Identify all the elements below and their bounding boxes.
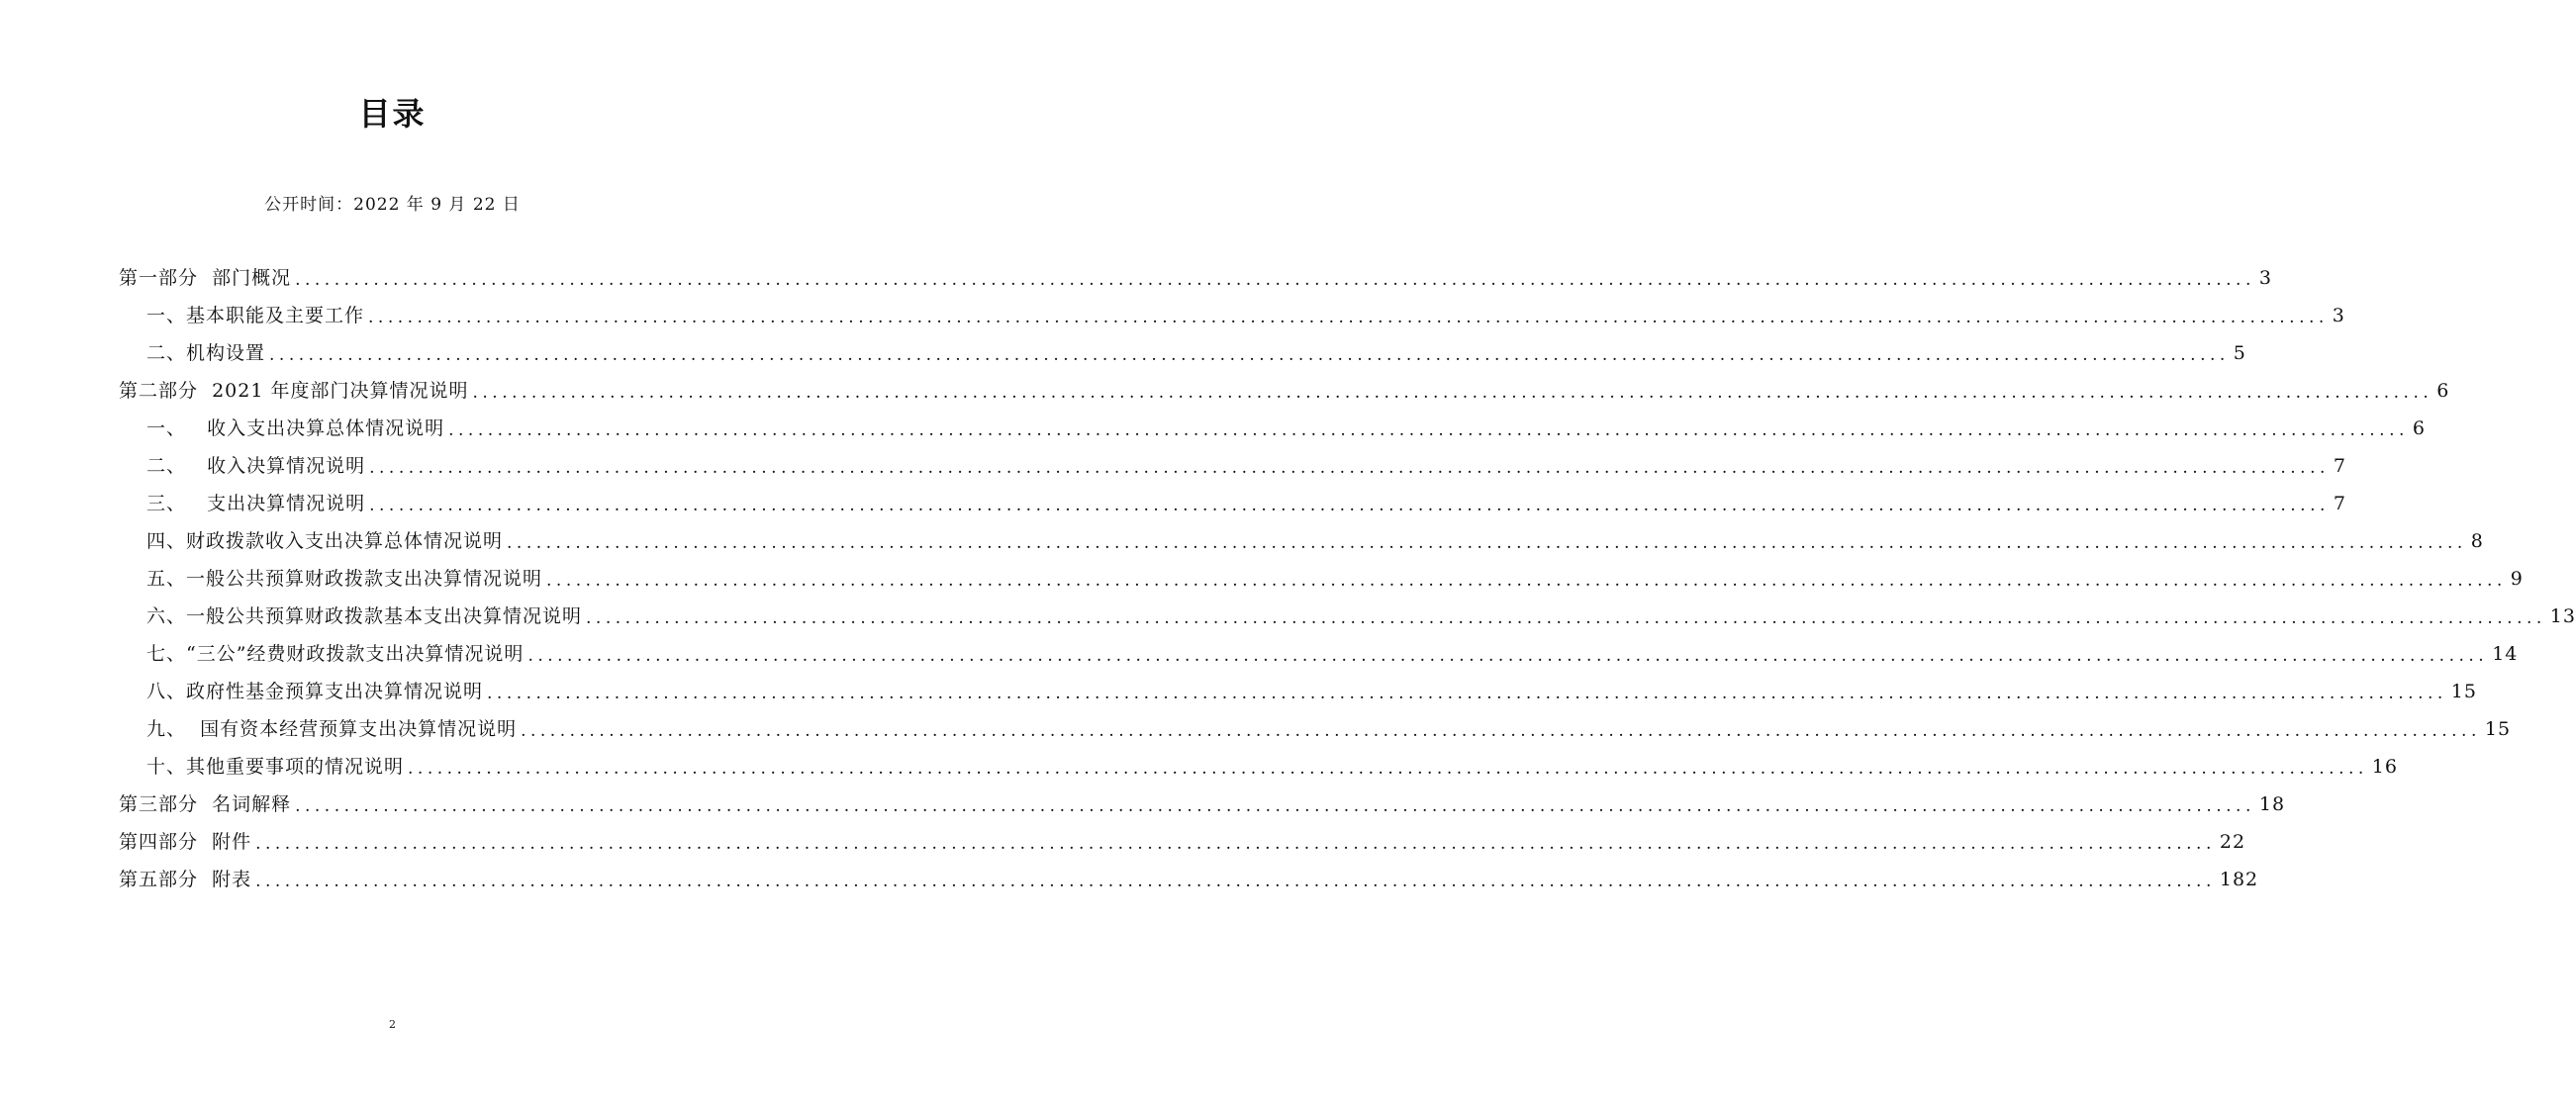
toc-entry-label: 一、基本职能及主要工作 [146,305,365,326]
toc-entry[interactable] [119,372,2450,410]
toc-entry[interactable] [119,522,2484,560]
toc-entry-label: 一、 收入支出决算总体情况说明 [146,417,445,439]
toc-entry-label: 第五部分 附表 [119,869,252,890]
toc-dot-leader: ........................................................................................................................................................................................................ [487,684,2447,703]
toc-entry[interactable] [119,748,2398,786]
toc-entry[interactable] [119,823,2246,861]
toc-entry-page: 3 [2258,267,2272,289]
toc-entry-label: 四、财政拨款收入支出决算总体情况说明 [146,530,504,552]
toc-dot-leader: ........................................................................................................................................................................................................ [408,759,2368,779]
toc-dot-leader: ........................................................................................................................................................................................................ [521,721,2481,741]
toc-entry-label: 第二部分 2021 年度部门决算情况说明 [119,380,469,402]
toc-dot-leader: ........................................................................................................................................................................................................ [369,458,2330,478]
toc-entry-page: 7 [2333,455,2346,477]
toc-entry-page: 8 [2470,530,2484,552]
toc-entry-page: 7 [2333,493,2346,514]
table-of-contents [119,259,2576,898]
toc-entry-label: 十、其他重要事项的情况说明 [146,756,405,778]
toc-entry[interactable] [119,635,2519,673]
toc-entry-page: 16 [2371,756,2398,778]
toc-entry[interactable] [119,447,2346,485]
toc-entry-page: 6 [2412,417,2426,439]
toc-dot-leader: ........................................................................................................................................................................................................ [295,270,2255,290]
toc-entry[interactable] [119,334,2246,372]
toc-dot-leader: ........................................................................................................................................................................................................ [586,608,2546,628]
toc-entry[interactable] [119,297,2345,334]
toc-entry-page: 3 [2332,305,2345,326]
footer-page-number: 2 [389,1018,396,1031]
toc-dot-leader: ........................................................................................................................................................................................................ [527,646,2489,666]
toc-entry-label: 二、机构设置 [146,342,266,364]
toc-entry-label: 第三部分 名词解释 [119,793,292,815]
toc-dot-leader: ........................................................................................................................................................................................................ [507,533,2467,553]
toc-entry-page: 6 [2436,380,2450,402]
toc-entry[interactable] [119,485,2346,522]
toc-entry-label: 五、一般公共预算财政拨款支出决算情况说明 [146,568,543,590]
toc-entry-page: 14 [2492,643,2519,665]
page-title: 目录 [358,95,427,133]
toc-dot-leader: ........................................................................................................................................................................................................ [448,420,2409,440]
toc-entry-label: 九、 国有资本经营预算支出决算情况说明 [146,718,518,740]
toc-entry-page: 9 [2510,568,2524,590]
toc-entry-label: 七、“三公”经费财政拨款支出决算情况说明 [146,643,525,665]
toc-dot-leader: ........................................................................................................................................................................................................ [472,383,2433,403]
toc-entry-label: 六、一般公共预算财政拨款基本支出决算情况说明 [146,605,583,627]
toc-dot-leader: ........................................................................................................................................................................................................ [295,796,2255,816]
toc-dot-leader: ........................................................................................................................................................................................................ [255,872,2216,891]
toc-entry-page: 182 [2219,869,2259,890]
toc-entry[interactable] [119,560,2524,598]
toc-dot-leader: ........................................................................................................................................................................................................ [546,571,2507,591]
toc-dot-leader: ........................................................................................................................................................................................................ [269,345,2230,365]
toc-entry-page: 13 [2549,605,2576,627]
toc-entry-page: 22 [2219,831,2246,853]
toc-entry-page: 15 [2484,718,2512,740]
toc-dot-leader: ........................................................................................................................................................................................................ [369,496,2330,515]
toc-dot-leader: ........................................................................................................................................................................................................ [255,834,2216,854]
toc-entry[interactable] [119,673,2477,710]
publish-date: 公开时间：2022 年 9 月 22 日 [264,195,521,215]
toc-entry[interactable] [119,410,2426,447]
toc-entry-label: 八、政府性基金预算支出决算情况说明 [146,681,484,702]
toc-entry-label: 第四部分 附件 [119,831,252,853]
toc-entry[interactable] [119,786,2286,823]
toc-entry-label: 三、 支出决算情况说明 [146,493,366,514]
toc-entry[interactable] [119,710,2512,748]
toc-entry-label: 第一部分 部门概况 [119,267,292,289]
toc-entry[interactable] [119,598,2576,635]
toc-entry-page: 5 [2233,342,2246,364]
toc-entry-page: 18 [2258,793,2286,815]
toc-entry-page: 15 [2450,681,2477,702]
toc-entry[interactable] [119,259,2272,297]
toc-entry-label: 二、 收入决算情况说明 [146,455,366,477]
toc-dot-leader: ........................................................................................................................................................................................................ [368,308,2329,327]
toc-entry[interactable] [119,861,2259,898]
